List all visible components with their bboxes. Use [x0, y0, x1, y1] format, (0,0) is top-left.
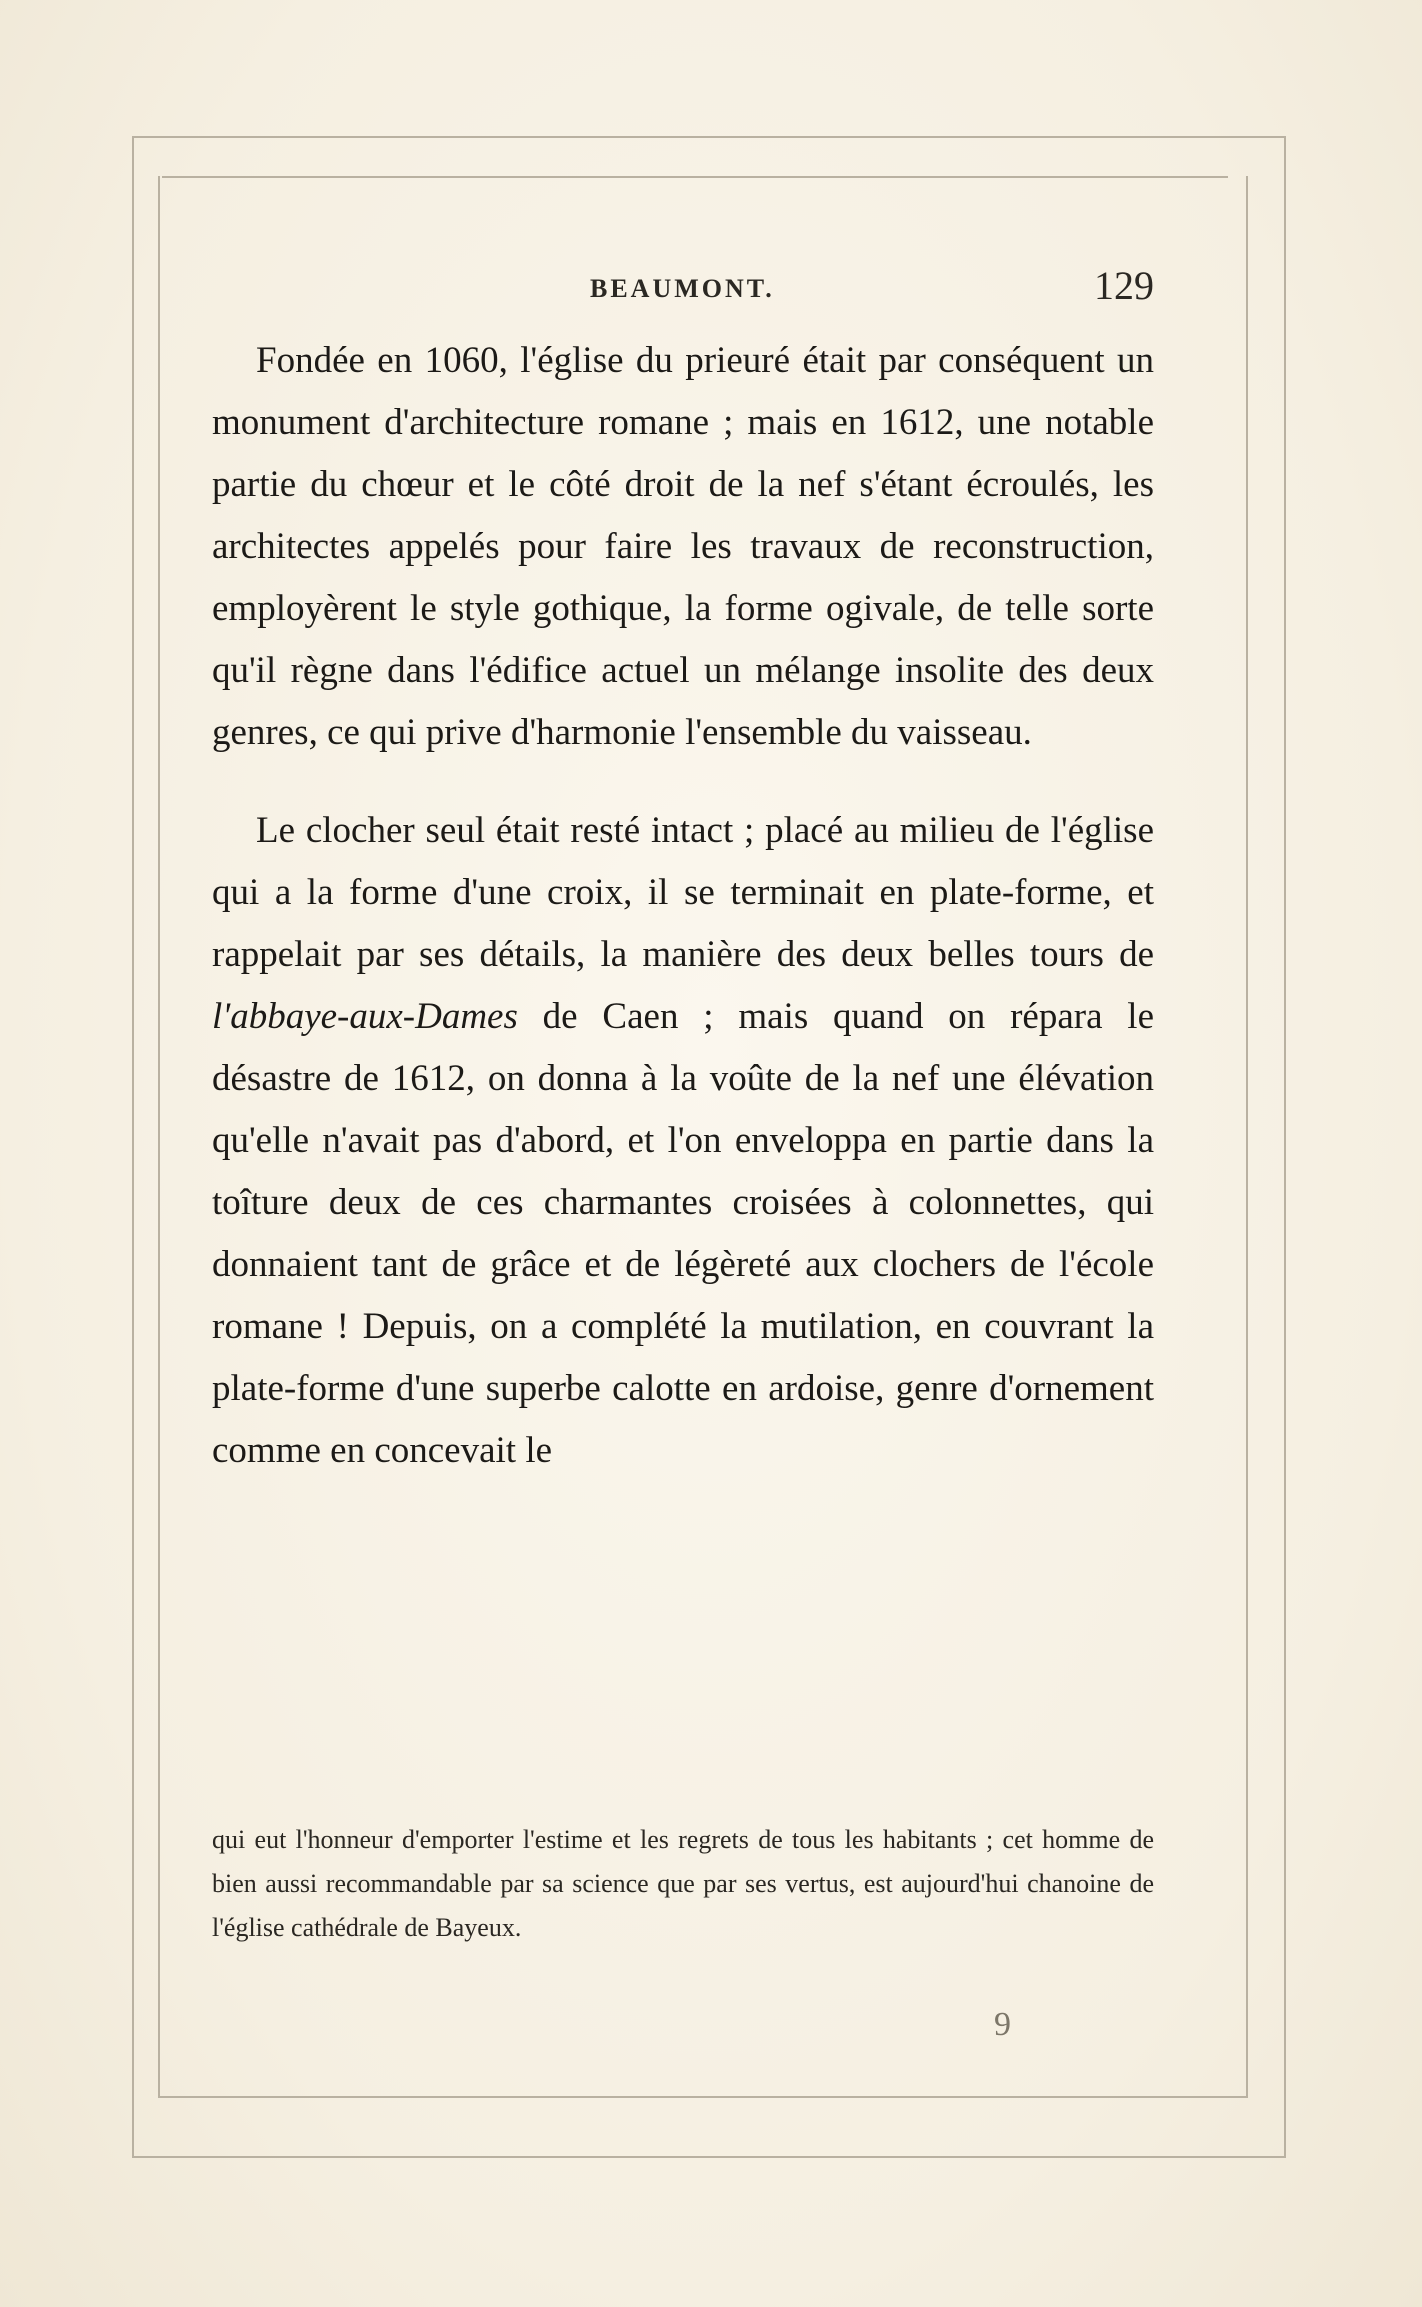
border-rule-left: [132, 136, 134, 2156]
page-number: 129: [1094, 263, 1154, 308]
border-rule-top-inner: [162, 176, 1228, 178]
paragraph-2-end: de Caen ; mais quand on répara le désastre de 1612, on donna à la voûte de la nef une élévation qu'elle n'avait pas d'abord, et l'on enveloppa en partie dans la toîture deux de ces charmantes croisées à colonnettes, qui donnaient tant de grâce et de légèreté aux clochers de l'école romane ! Depuis, on a complété la mutilation, en couvrant la plate-forme d'une superbe calotte en ardoise, genre d'ornement comme en concevait le: [212, 996, 1154, 1471]
border-rule-bottom-inner: [158, 2096, 1248, 2098]
border-rule-bottom: [132, 2156, 1286, 2158]
body-text: [212, 330, 1154, 1482]
paragraph-2-italic: l'abbaye-aux-Dames: [212, 996, 518, 1037]
paragraph-2: [212, 800, 1154, 1482]
signature-mark: 9: [994, 2006, 1011, 2043]
paragraph-1: Fondée en 1060, l'église du prieuré était par conséquent un monument d'architecture romane ; mais en 1612, une notable partie du chœur et le côté droit de la nef s'étant écroulés, les architectes appelés pour faire les travaux de reconstruction, employèrent le style gothique, la forme ogivale, de telle sorte qu'il règne dans l'édifice actuel un mélange insolite des deux genres, ce qui prive d'harmonie l'ensemble du vaisseau.: [212, 340, 1154, 753]
footnote: [212, 1818, 1154, 1950]
border-rule-right: [1284, 136, 1286, 2156]
paragraph-2-start: Le clocher seul était resté intact ; placé au milieu de l'église qui a la forme d'une croix, il se terminait en plate-forme, et rappelait par ses détails, la manière des deux belles tours de: [212, 810, 1154, 975]
border-rule-left-inner: [158, 176, 160, 2096]
footnote-text: qui eut l'honneur d'emporter l'estime et les regrets de tous les habitants ; cet homme de bien aussi recommandable par sa science que par ses vertus, est aujourd'hui chanoine de l'église cathédrale de Bayeux.: [212, 1825, 1154, 1942]
running-head: BEAUMONT.: [590, 274, 775, 303]
border-rule-right-inner: [1246, 176, 1248, 2096]
border-rule-top: [132, 136, 1284, 138]
page-header: [212, 263, 1154, 318]
